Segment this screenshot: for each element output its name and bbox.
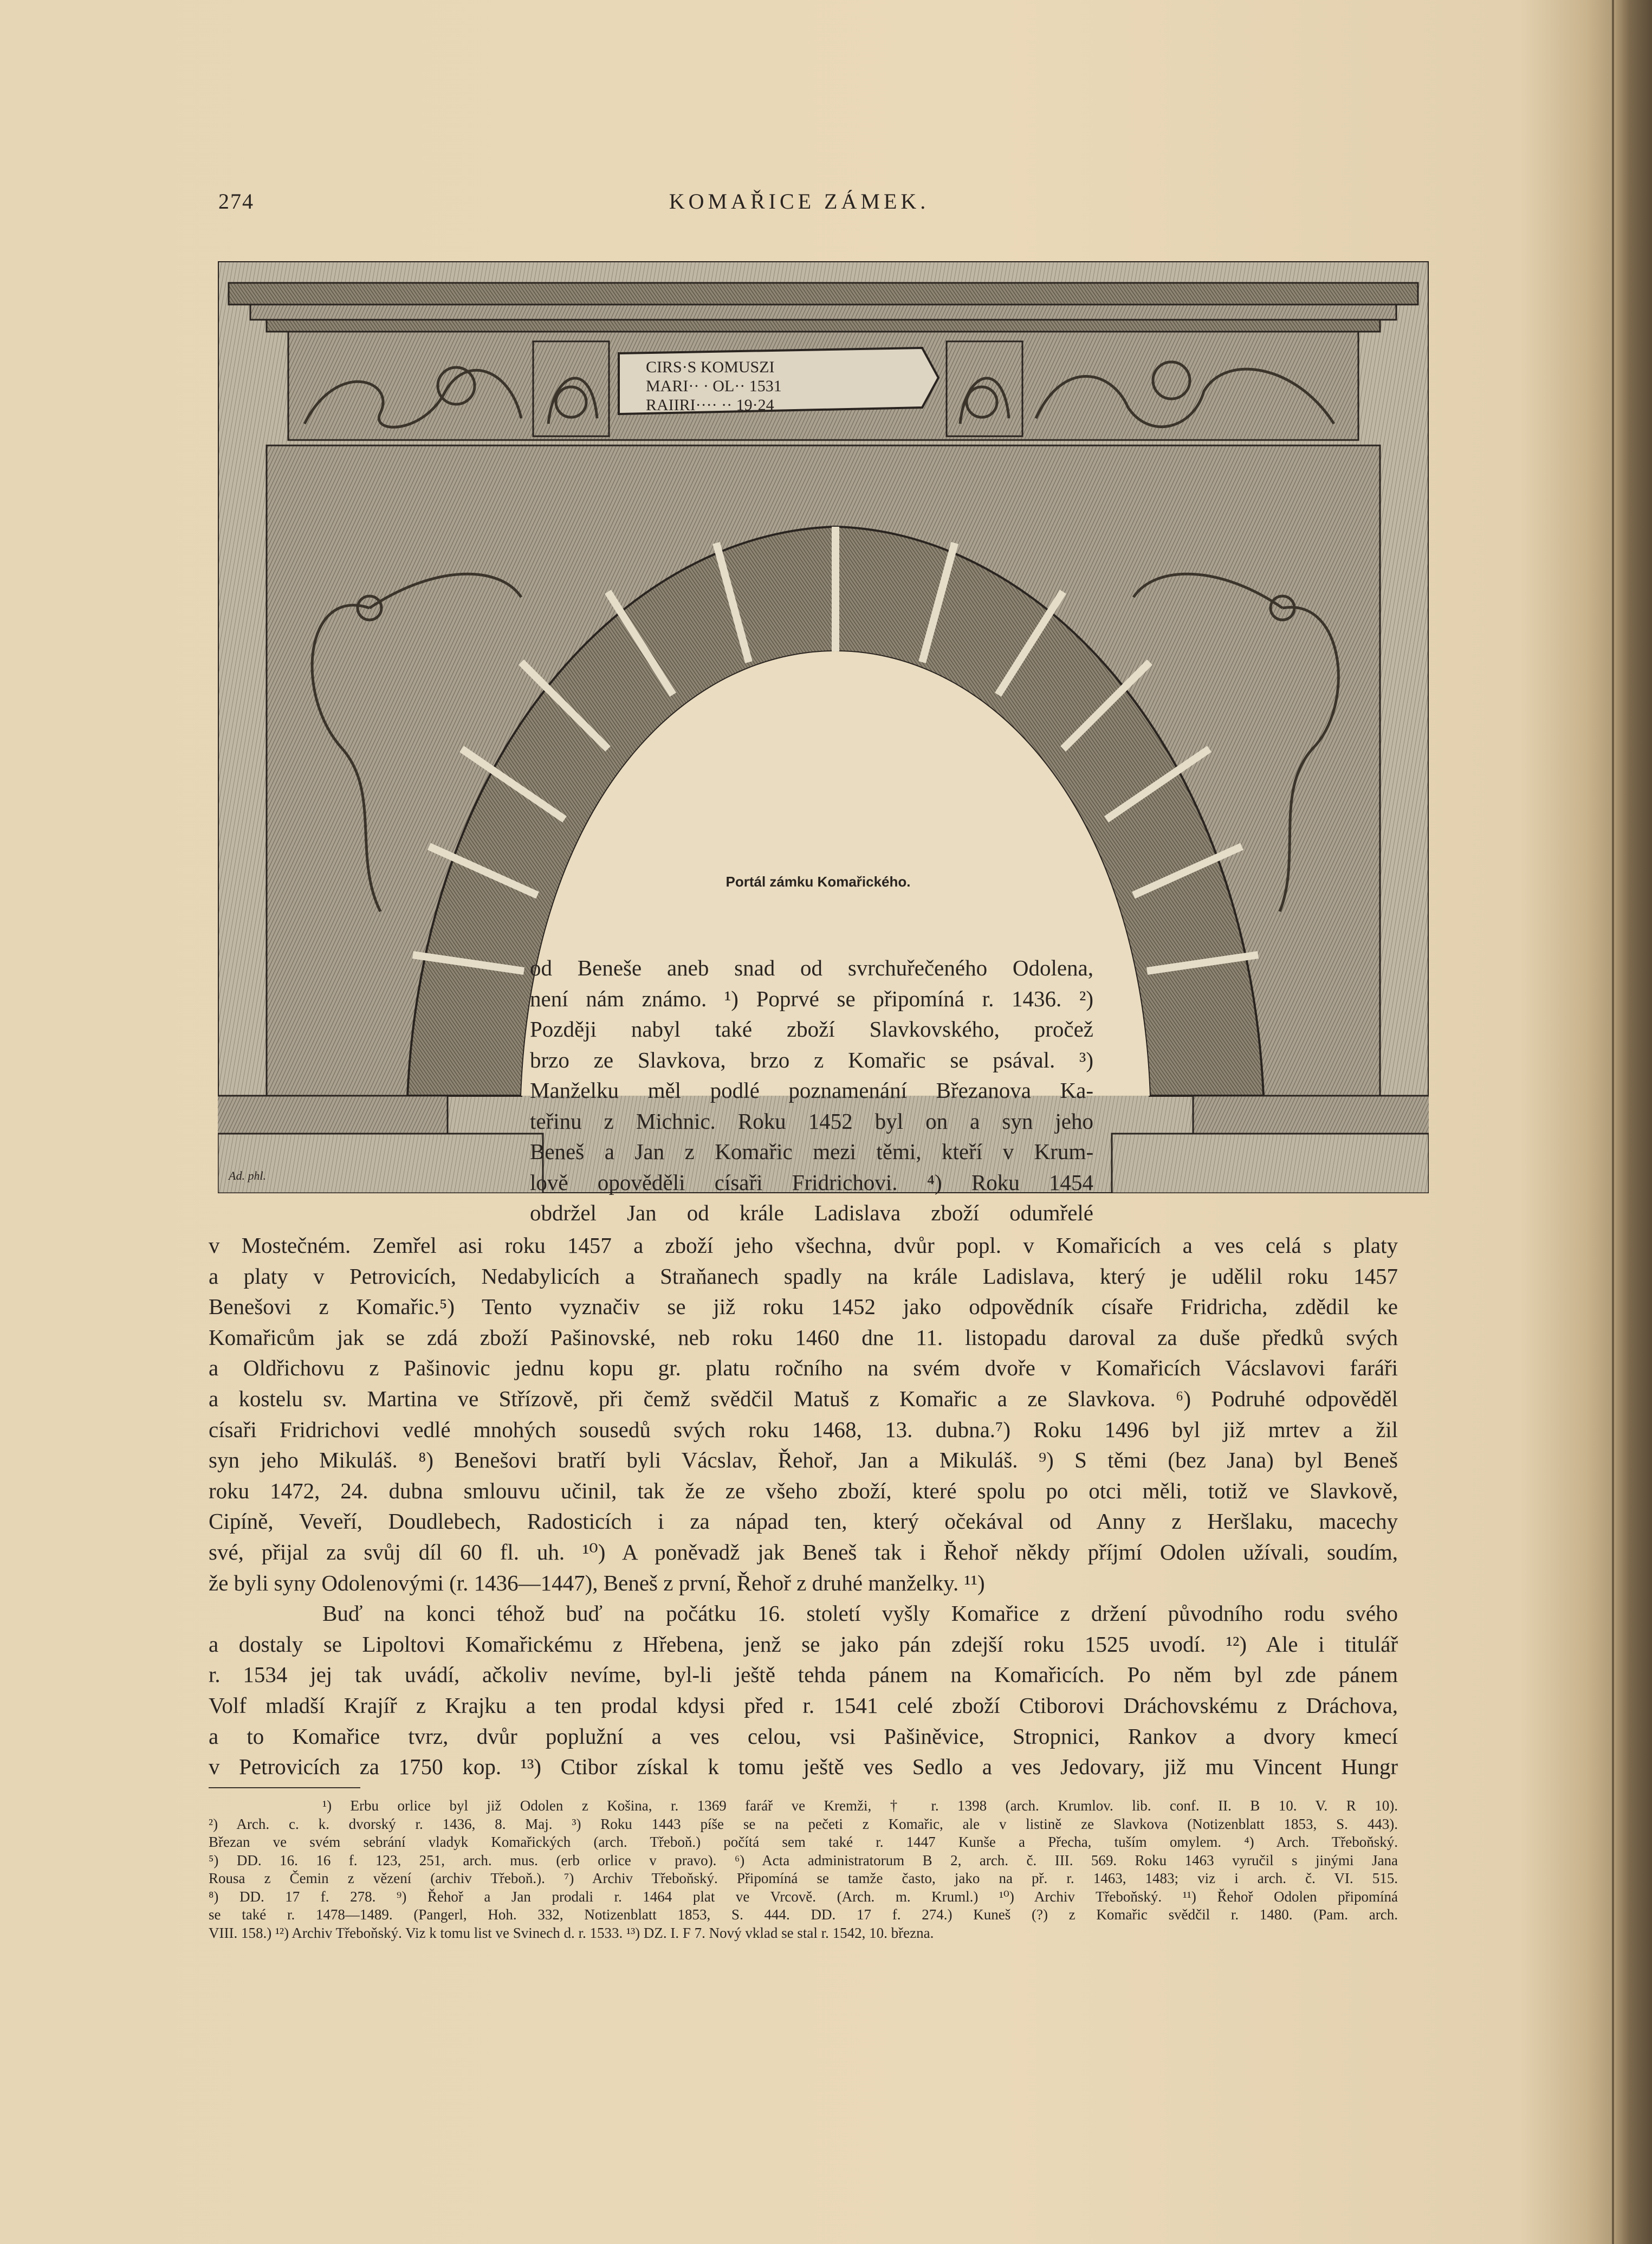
body-line: že byli syny Odolenovými (r. 1436—1447), Beneš z první, Řehoř z druhé manželky. ¹¹) bbox=[209, 1570, 985, 1595]
body-line: a kostelu sv. Martina ve Střízově, při čemž svědčil Matuš z Komařic a ze Slavkova. ⁶) Podruhé odpověděl bbox=[209, 1386, 1398, 1411]
body-line: r. 1534 jej tak uvádí, ačkoliv nevíme, byl-li ještě tehda pánem na Komařicích. Po něm byl zde pánem bbox=[209, 1662, 1398, 1687]
body-line: a dostaly se Lipoltovi Komařickému z Hřebena, jenž se jako pán zdejší roku 1525 uvodí. ¹²) Ale i titulář bbox=[209, 1631, 1398, 1657]
body-line: Buď na konci téhož buď na počátku 16. století vyšly Komařice z držení původního rodu svého bbox=[322, 1601, 1398, 1626]
body-line: císaři Fridrichovi vedlé mnohých sousedů svých roku 1468, 13. dubna.⁷) Roku 1496 byl již mrtev a žil bbox=[209, 1417, 1398, 1442]
artist-signature: Ad. phl. bbox=[229, 1169, 267, 1182]
footnote-line: ²) Arch. c. k. dvorský r. 1436, 8. Maj. ³) Roku 1443 píše se na pečeti z Komařic, ale v listině ze Slavkova (Notizenblatt 1853, S. 443). bbox=[209, 1815, 1398, 1832]
inset-line: od Beneše aneb snad od svrchuřečeného Odolena, bbox=[530, 955, 1093, 980]
footnote-line: Březan ve svém sebrání vladyk Komařických (arch. Třeboň.) počítá sem také r. 1447 Kunše a Přecha, tuším omylem. ⁴) Arch. Třeboňský. bbox=[209, 1834, 1398, 1850]
footnote-line: ¹) Erbu orlice byl již Odolen z Košina, r. 1369 farář ve Kremži, † r. 1398 (arch. Krumlov. lib. conf. II. B 10. V. R 10). bbox=[322, 1797, 1398, 1814]
body-line: a platy v Petrovicích, Nedabylicích a Straňanech spadly na krále Ladislava, který je udělil roku 1457 bbox=[209, 1263, 1398, 1289]
footnote-rule bbox=[209, 1787, 360, 1788]
body-line: Benešovi z Komařic.⁵) Tento vyznačiv se již roku 1452 jako odpovědník císaře Fridricha, zdědil ke bbox=[209, 1294, 1398, 1320]
body-line: roku 1472, 24. dubna smlouvu učinil, tak že ze všeho zboží, které spolu po otci měli, totiž ve Slavkově, bbox=[209, 1478, 1398, 1503]
body-line: v Petrovicích za 1750 kop. ¹³) Ctibor získal k tomu ještě ves Sedlo a ves Jedovary, již mu Vincent Hungr bbox=[209, 1754, 1398, 1780]
footnotes bbox=[209, 1797, 1398, 1942]
footnote-line: ⁵) DD. 16. 16 f. 123, 251, arch. mus. (erb orlice v pravo). ⁶) Acta administratorum B 2, arch. č. III. 569. Roku 1463 vyručil s jinými Jana bbox=[209, 1852, 1398, 1868]
body-line: a to Komařice tvrz, dvůr poplužní a ves celou, vsi Pašiněvice, Stropnici, Rankov a dvory kmecí bbox=[209, 1723, 1398, 1749]
body-line: syn jeho Mikuláš. ⁸) Benešovi bratří byli Vácslav, Řehoř, Jan a Mikuláš. ⁹) S těmi (bez Jana) byl Beneš bbox=[209, 1447, 1398, 1473]
body-line: a Oldřichovu z Pašinovic jednu kopu gr. platu ročního na svém dvoře v Komařicích Vácslavovi faráři bbox=[209, 1355, 1398, 1381]
body-line: Cipíně, Veveří, Doudlebech, Radosticích i za nápad ten, který očekával od Anny z Heršlaku, macechy bbox=[209, 1509, 1398, 1534]
body-line: Volf mladší Krajíř z Krajku a ten prodal kdysi před r. 1541 celé zboží Ctiborovi Dráchovskému z Dráchova, bbox=[209, 1692, 1398, 1718]
inscription-line-3: RAIIRI···· ·· 19·24 bbox=[646, 396, 774, 414]
inset-line: Později nabyl také zboží Slavkovského, pročež bbox=[530, 1017, 1093, 1042]
page-number: 274 bbox=[218, 189, 254, 214]
body-line: své, přijal za svůj díl 60 fl. uh. ¹⁰) A poněvadž jak Beneš tak i Řehoř někdy příjmí Odolen užívali, soudím, bbox=[209, 1539, 1398, 1564]
inset-paragraph bbox=[530, 953, 1093, 1228]
body-text bbox=[209, 1230, 1398, 1782]
footnote-line: VIII. 158.) ¹²) Archiv Třeboňský. Viz k tomu list ve Svinech d. r. 1533. ¹³) DZ. I. F 7. Nový vklad se stal r. 1542, 10. března. bbox=[209, 1924, 934, 1941]
inscription-line-2: MARI·· · OL·· 1531 bbox=[646, 377, 782, 395]
figure-caption: Portál zámku Komařického. bbox=[725, 874, 911, 890]
body-line: Komařicům jak se zdá zboží Pašinovské, neb roku 1460 dne 11. listopadu daroval za duše předků svých bbox=[209, 1324, 1398, 1350]
inset-line: brzo ze Slavkova, brzo z Komařic se psával. ³) bbox=[530, 1047, 1093, 1072]
footnote-line: ⁸) DD. 17 f. 278. ⁹) Řehoř a Jan prodali r. 1464 plat ve Vrcově. (Arch. m. Kruml.) ¹⁰) Archiv Třeboňský. ¹¹) Řehoř Odolen připomíná bbox=[209, 1888, 1398, 1905]
inset-line: Manželku měl podlé poznamenání Březanova Ka- bbox=[530, 1078, 1093, 1103]
inset-line: lově opověděli císaři Fridrichovi. ⁴) Roku 1454 bbox=[530, 1169, 1093, 1195]
inset-line: teřinu z Michnic. Roku 1452 byl on a syn jeho bbox=[530, 1108, 1093, 1134]
body-line: v Mostečném. Zemřel asi roku 1457 a zboží jeho všechna, dvůr popl. v Komařicích a ves celá s platy bbox=[209, 1233, 1398, 1258]
book-gutter bbox=[1614, 0, 1652, 2244]
footnote-line: Rousa z Čemin z vězení (archiv Třeboň.). ⁷) Archiv Třeboňský. Připomíná se tamže často, jako na př. r. 1463, 1483; viz i arch. č. VI. 515. bbox=[209, 1870, 1398, 1886]
inset-line: není nám známo. ¹) Poprvé se připomíná r. 1436. ²) bbox=[530, 986, 1093, 1011]
footnote-line: se také r. 1478—1489. (Pangerl, Hoh. 332, Notizenblatt 1853, S. 444. DD. 17 f. 274.) Kuneš (?) z Komařic svědčil r. 1480. (Pam. arch. bbox=[209, 1906, 1398, 1923]
running-head: KOMAŘICE ZÁMEK. bbox=[669, 189, 930, 214]
inset-line: Beneš a Jan z Komařic mezi těmi, kteří v Krum- bbox=[530, 1139, 1093, 1164]
inset-line: obdržel Jan od krále Ladislava zboží odumřelé bbox=[530, 1200, 1093, 1225]
inscription-line-1: CIRS·S KOMUSZI bbox=[646, 358, 775, 376]
